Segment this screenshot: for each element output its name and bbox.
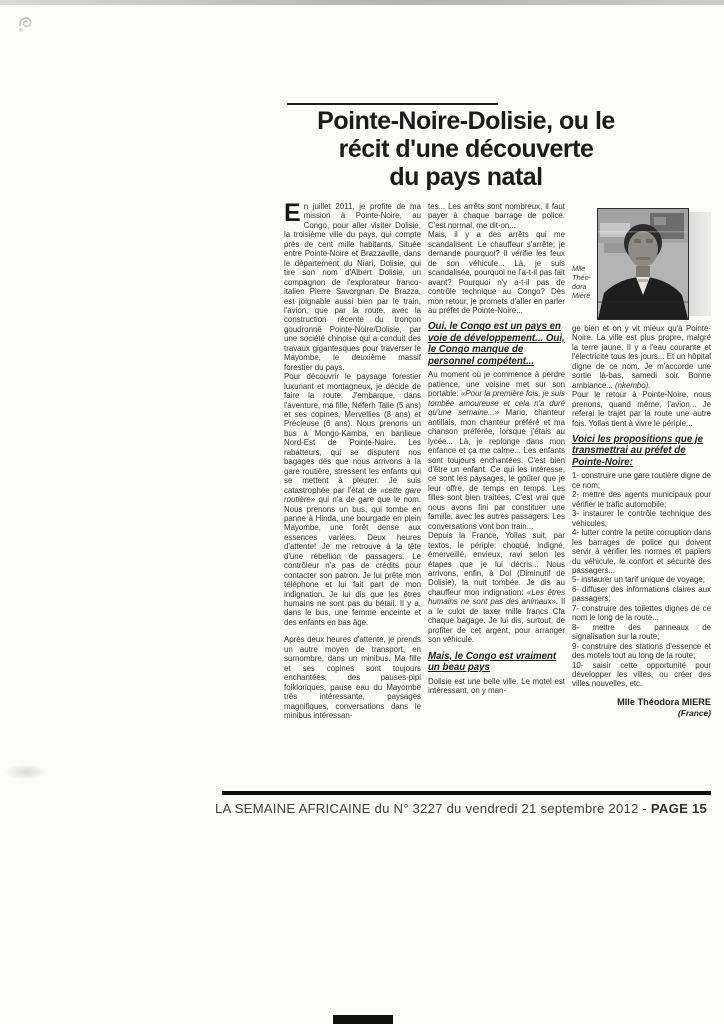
paragraph-text: . Il a le culot de taxer mille francs Cfa chaque bagage. Je lui dis, surtout, de profiter de cet argent, pour arranger son véhicule. <box>428 597 565 645</box>
footer-page-number: PAGE 15 <box>650 801 708 816</box>
headline-line-1: Pointe-Noire-Dolisie, ou le <box>317 107 615 135</box>
quoted-phrase: «cette gare routière» <box>284 485 421 505</box>
headline-rule <box>287 103 498 105</box>
caption-line-2: Théo- <box>572 273 592 282</box>
article-column-3 <box>572 202 711 718</box>
article-column-2 <box>428 202 565 792</box>
scan-shadow <box>689 212 711 316</box>
paragraph-text: Pour découvrir le paysage forestier luxuriant et montagneux, je décide de faire la route. J'embarque, dans l'aventure, ma fille, Néferh Talie (5 ans) et ses copines, Mervellies (8 ans) et Précieuse (6 ans). Nous prenons un bus à Mongo-Kamba, en banlieue Nord-Est de Pointe-Noire. Les rabatteurs, qui se disputent nos bagages dès que nous arrivons à la gare routière, stressent les enfants qui se mettent à pleurer. Je suis catastrophée par l'état de <box>284 372 421 495</box>
caption-line-3: dora <box>572 282 587 291</box>
paragraph-scandale: Mais, il y a des arrêts qui me scandalisent. Le chauffeur s'arrête; je demande pourquoi? Il vérifie les feux de son véhicule... Là, je suis scandalisée, pourquoi ne l'a-t-il pas fait avant? Pourquoi n'y a-t-il pas de contrôle technique au Congo? Dès mon retour, je promets d'aller en parler au préfet de Pointe-Noire... <box>428 230 565 315</box>
proposition-item-9: 9- construire des stations d'essence et des motels tout au long de la route; <box>572 641 711 661</box>
paragraph-minibus: Après deux heures d'attente, je prends un autre moyen de transport, en surnombre, dans un minibus. Ma fille et ses copines sont toujours enchantées; des pauses-pipi folkloriques, pause eau du Mayombe très intéressante, paysages magnifiques, conversations dans le minibus intéressan- <box>284 635 421 721</box>
paragraph-text: Mario, chanteur antillais, mon chanteur préféré et ma chanson préférée, lorsque j'étais au lycée... Là, je replonge dans mon enfance et ça me calme... Les enfants sont toujours enchantées. C'est bien d'être un enfant. Ce qui les intéresse, ce sont les paysages, le goûter que je leur offre, de temps en temps. Les filles sont bien traitées. C'est vrai que nous avons fini par constituer une famille, avec les autres passagers. Les conversations vont bon train... <box>428 408 565 531</box>
scanner-mark <box>333 1015 393 1024</box>
caption-line-4: Miéré <box>572 291 591 300</box>
proposition-item-4: 4- lutter contre la petite corruption dans les barrages de police qui doivent servir à vérifier les normes et papiers du véhicule, le confort et sécurité des passagers... <box>572 528 711 576</box>
subhead-developpement: Oui, le Congo est un pays en voie de développement... Oui, le Congo manque de personnel compétent... <box>428 321 565 367</box>
footer-rule <box>222 791 711 795</box>
article-body <box>284 202 711 792</box>
photo-block <box>572 208 711 320</box>
byline-name: Mlle Théodora MIERE <box>617 696 711 707</box>
paragraph-retour: Pour le retour à Pointe-Noire, nous prenons, quand même, l'avion... Je referai le trajet par la route une autre fois. Yollas tient à vivre le périple... <box>572 390 711 428</box>
person-silhouette-icon <box>598 209 688 319</box>
dropcap-letter: E <box>284 202 301 227</box>
paragraph-arrets: tes... Les arrêts sont nombreux, il faut payer à chaque barrage de police. C'est normal, me dit-on... <box>428 202 565 230</box>
article-column-1 <box>284 202 421 792</box>
headline-line-2: récit d'une découverte <box>338 135 594 163</box>
proposition-item-10: 10- saisir cette opportunité pour développer les villes, ou créer des villes nouvelles, etc. <box>572 660 711 689</box>
proposition-item-2: 2- mettre des agents municipaux pour vérifier le trafic automobile; <box>572 490 711 509</box>
paragraph-dolisie-vie <box>572 324 711 390</box>
paragraph-text: ge bien et on y vit mieux qu'à Pointe-Noire. La ville est plus propre, malgré la terre jaune. Il y a l'eau courante et l'électricité tous les jours... Et un hôpital digne de ce nom. Je m'accorde une sortie là-bas, samedi soir. Bonne ambiance... <box>572 324 711 390</box>
footer-text: LA SEMAINE AFRICAINE du N° 3227 du vendredi 21 septembre 2012 - <box>214 801 651 816</box>
proposition-item-3: 3- instaurer le contrôle technique des véhicules; <box>572 509 711 528</box>
pen-scribble-mark <box>16 14 38 34</box>
photo-caption <box>572 208 597 320</box>
proposition-item-1: 1- construire une gare routière digne de ce nom; <box>572 471 711 490</box>
paragraph-yollas <box>428 531 565 644</box>
paragraph-patience <box>428 370 565 531</box>
article-headline <box>262 107 670 191</box>
subhead-beau-pays: Mais, le Congo est vraiment un beau pays <box>428 650 557 674</box>
pencil-smudge-mark <box>4 764 48 780</box>
page-footer <box>210 801 712 816</box>
byline-country: (France) <box>677 707 711 718</box>
lingala-note: (nkembo). <box>614 380 651 390</box>
indignation-quote: «Les êtres humains ne sont pas des animaux» <box>428 587 565 607</box>
scanner-edge-strip <box>0 0 724 5</box>
paragraph-text: qui n'a de gare que le nom. Nous prenons un bus, qui tombe en panne à Hinda, une bourgade en plein Mayombe, une forêt dense aux essences variées. Deux heures d'attente! Je me retrouve à la tête d'une rébellion de passagers. Le contrôleur n'a pas de crédits pour contacter son patron. Je lui prête mon téléphone et lui fait part de mon indignation. Je lui dis que les êtres humains ne sont pas du bétail. Il y a, dans le bus, une femme enceinte et des enfants en bas âge. <box>284 495 421 627</box>
headline-line-3: du pays natal <box>389 163 543 191</box>
proposition-item-5: 5- instaurer un tarif unique de voyage; <box>572 575 705 585</box>
portrait-photo <box>597 208 689 320</box>
paragraph-text: Depuis la France, Yollas suit, par textos, le périple: choqué, indigné, émerveillé, envieux, ravi selon les étapes que je lui décris... Nous arrivons, enfin, à Dol (Diminutif de Dolisie), la nuit tombée. Je dis au chauffeur mon indignation: <box>428 531 565 597</box>
song-quote: «Pour la première fois, je suis tombée amoureuse et cela n'a duré qu'une semaine...» <box>428 389 565 418</box>
caption-line-1: Mlle <box>572 264 586 273</box>
subhead-propositions: Voici les propositions que je transmettrai au préfet de Pointe-Noire: <box>572 433 703 468</box>
paragraph-dolisie: Dolisie est une belle ville. Le motel est intéressant, on y man- <box>428 676 565 696</box>
paragraph-text: Au moment où je commence à perdre patience, une voisine met sur son portable: <box>428 370 565 399</box>
proposition-item-6: 6- diffuser des informations claires aux passagers; <box>572 584 711 604</box>
proposition-item-8: 8- mettre des panneaux de signalisation sur la route; <box>572 622 711 642</box>
paragraph-text: n juillet 2011, je profite de ma mission à Pointe-Noire, au Congo, pour aller visiter Dolisie, la troisième ville du pays, qui compte près de cent mille habitants. Située entre Pointe-Noire et Brazzaville, dans le département du Niari, Dolisie, qui tire son nom d'Albert Dolisie, un compagnon de l'explorateur franco-italien Pierre Savorgnan De Brazza, est joignable aussi bien par le train, l'avion, que par la route, avec la construction récente du tronçon goudronné Pointe-Noire/Dolisie, par une société chinoise qui a conduit des travaux gigantesques pour traverser le Mayombe, le deuxième massif forestier du pays. <box>284 202 421 372</box>
paragraph-intro <box>284 202 421 372</box>
proposition-item-7: 7- construire des toilettes dignes de ce nom le long de la route... <box>572 603 711 623</box>
byline <box>572 697 711 718</box>
paragraph-route <box>284 372 421 627</box>
